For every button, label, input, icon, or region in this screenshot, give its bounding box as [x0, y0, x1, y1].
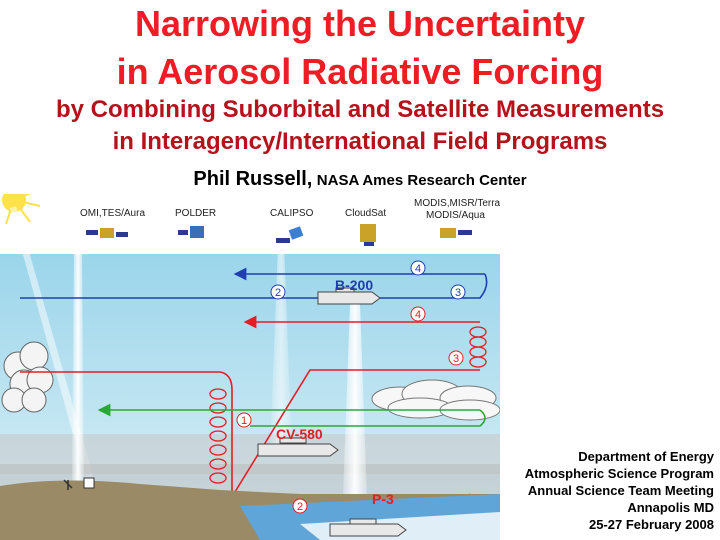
author-affiliation: NASA Ames Research Center: [316, 172, 527, 189]
satellite-label: CALIPSO: [270, 208, 314, 219]
meeting-info: [500, 448, 714, 533]
slide-title-line1: Narrowing the Uncertainty: [134, 3, 586, 44]
slide-subtitle-line1: by Combining Suborbital and Satellite Measurements: [55, 96, 665, 123]
aircraft-label: B-200: [335, 277, 374, 293]
slide-title-line2: in Aerosol Radiative Forcing: [116, 51, 604, 92]
route-marker: 4: [414, 309, 422, 321]
ground-lidar-beam: [72, 244, 84, 484]
satellite-label: MODIS/Aqua: [426, 210, 485, 221]
meeting-dates: 25-27 February 2008: [588, 517, 714, 532]
field-campaign-diagram: [0, 194, 500, 540]
meeting-program: Atmospheric Science Program: [524, 466, 714, 481]
satellite-label: CloudSat: [345, 208, 387, 219]
route-marker: 4: [414, 263, 422, 275]
meeting-event: Annual Science Team Meeting: [527, 483, 714, 498]
aircraft-label: P-3: [372, 491, 394, 507]
route-marker: 1: [240, 415, 248, 427]
slide-subtitle-line2: in Interagency/International Field Programs: [112, 128, 608, 155]
meeting-org: Department of Energy: [578, 449, 714, 464]
satellite-label: OMI,TES/Aura: [80, 208, 146, 219]
route-marker: 3: [454, 287, 462, 299]
author-name: Phil Russell,: [193, 168, 313, 190]
route-marker: 2: [296, 501, 304, 513]
author-line: [0, 168, 720, 191]
route-marker: 2: [274, 287, 282, 299]
satellite-label: POLDER: [175, 208, 217, 219]
satellite-label: MODIS,MISR/Terra: [414, 198, 500, 209]
meeting-location: Annapolis MD: [627, 500, 714, 515]
aircraft-label: CV-580: [276, 426, 323, 442]
route-marker: 3: [452, 353, 460, 365]
